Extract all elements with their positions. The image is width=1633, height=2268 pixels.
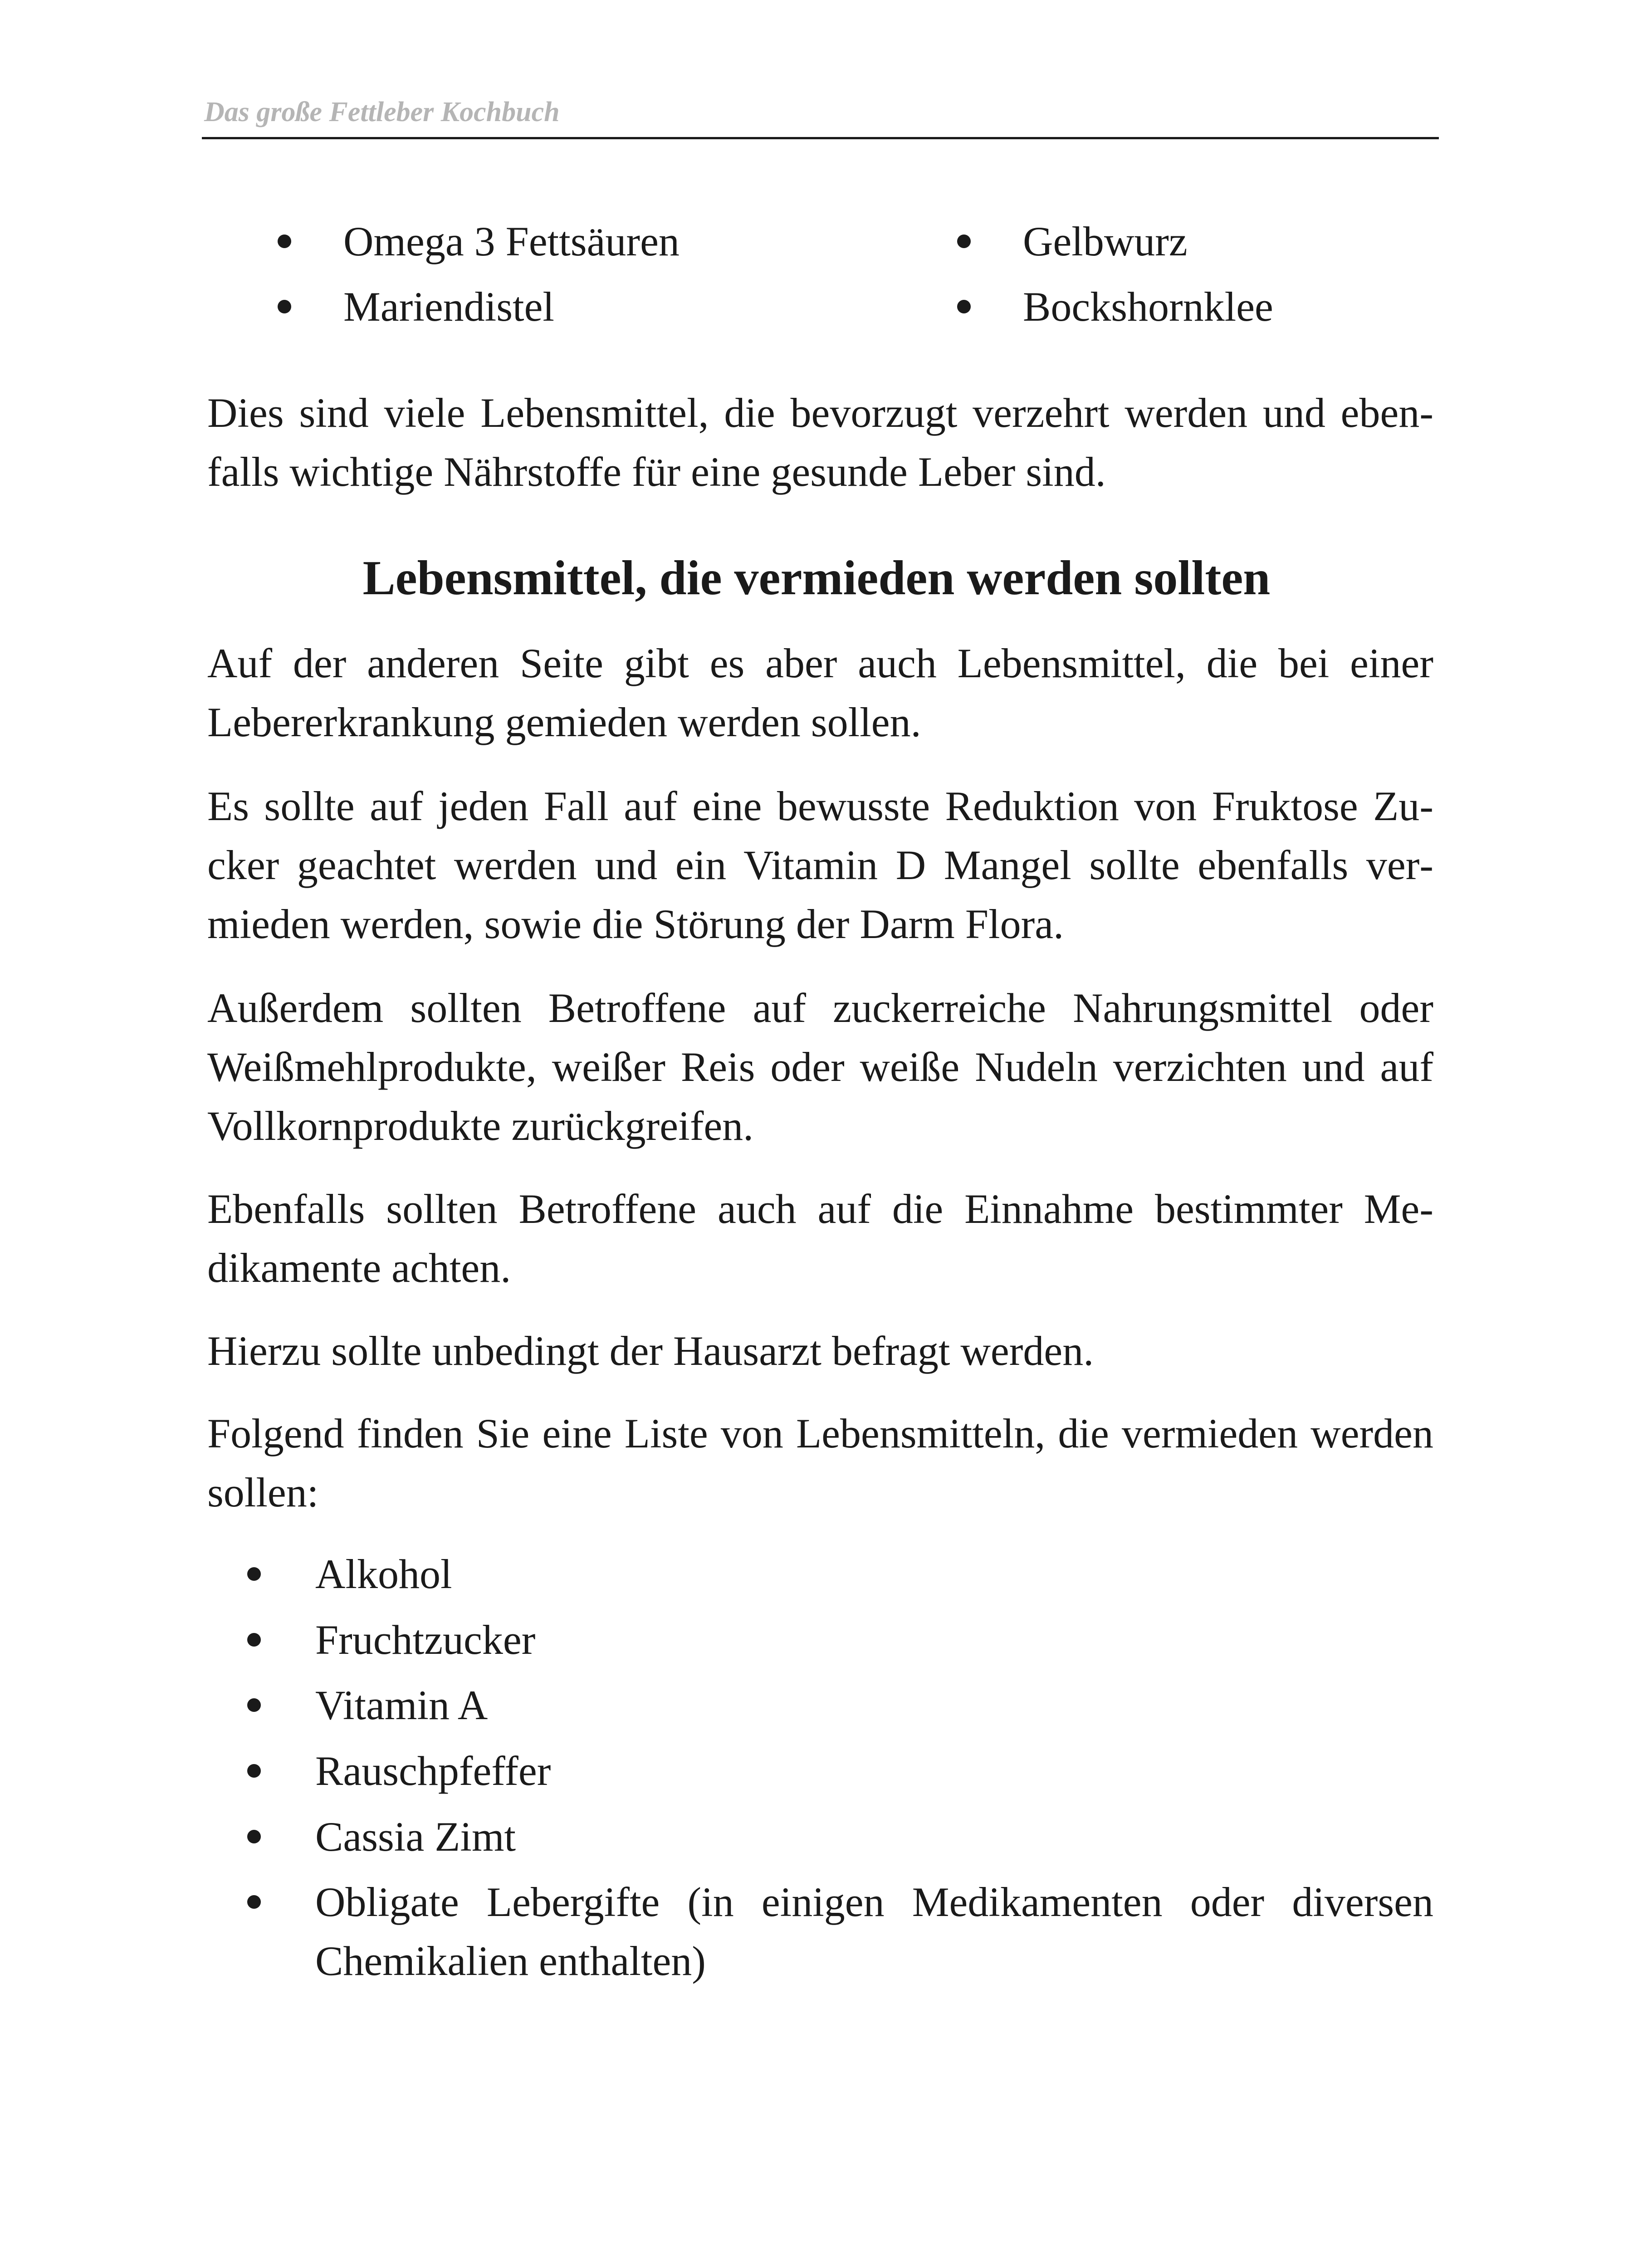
list-item: Bockshornklee	[1023, 284, 1273, 330]
paragraph: Folgend finden Sie eine Liste von Lebensmitteln, die vermieden werden sollen:	[207, 1410, 1433, 1515]
paragraph: Ebenfalls sollten Betroffene auch auf die Einnahme bestimmter Medikamente achten.	[207, 1186, 1433, 1291]
intro-paragraph: Dies sind viele Lebensmittel, die bevorzugt verzehrt werden und ebenfalls wichtige Nährstoffe für eine gesunde Leber sind.	[207, 390, 1433, 495]
bullet-icon	[247, 1698, 261, 1712]
list-item: Gelbwurz	[1023, 218, 1188, 264]
bullet-icon	[957, 300, 971, 313]
bullet-icon	[957, 235, 971, 248]
list-item: Vitamin A	[315, 1682, 488, 1728]
section-heading: Lebensmittel, die vermieden werden sollten	[362, 551, 1271, 605]
paragraph: Außerdem sollten Betroffene auf zuckerreiche Nahrungsmittel oder Weißmehlprodukte, weißer Reis oder weiße Nudeln verzichten und auf Vollkornprodukte zurückgreifen.	[207, 985, 1433, 1149]
bullet-icon	[278, 235, 291, 248]
bullet-icon	[278, 300, 291, 313]
list-item: Fruchtzucker	[315, 1617, 536, 1663]
list-item: Omega 3 Fettsäuren	[343, 218, 680, 264]
paragraph: Auf der anderen Seite gibt es aber auch Lebensmittel, die bei einer Lebererkrankung gemieden werden sollen.	[207, 640, 1433, 745]
bullet-icon	[247, 1895, 261, 1909]
paragraph: Hierzu sollte unbedingt der Hausarzt befragt werden.	[207, 1328, 1094, 1374]
paragraph: Es sollte auf jeden Fall auf eine bewusste Reduktion von Fruktose Zucker geachtet werden und ein Vitamin D Mangel sollte ebenfalls vermieden werden, sowie die Störung der Darm Flora.	[207, 783, 1433, 947]
bullet-icon	[247, 1633, 261, 1647]
running-header: Das große Fettleber Kochbuch	[204, 97, 560, 127]
list-item: Mariendistel	[343, 284, 554, 330]
list-item: Rauschpfeffer	[315, 1748, 551, 1794]
bullet-icon	[247, 1830, 261, 1843]
list-item: Cassia Zimt	[315, 1813, 516, 1860]
bullet-icon	[247, 1567, 261, 1581]
bullet-icon	[247, 1764, 261, 1778]
list-item: Obligate Lebergifte (in einigen Medikamenten oder diversen Chemikalien enthalten)	[315, 1879, 1433, 1984]
list-item: Alkohol	[315, 1551, 452, 1597]
header-rule	[202, 137, 1439, 139]
